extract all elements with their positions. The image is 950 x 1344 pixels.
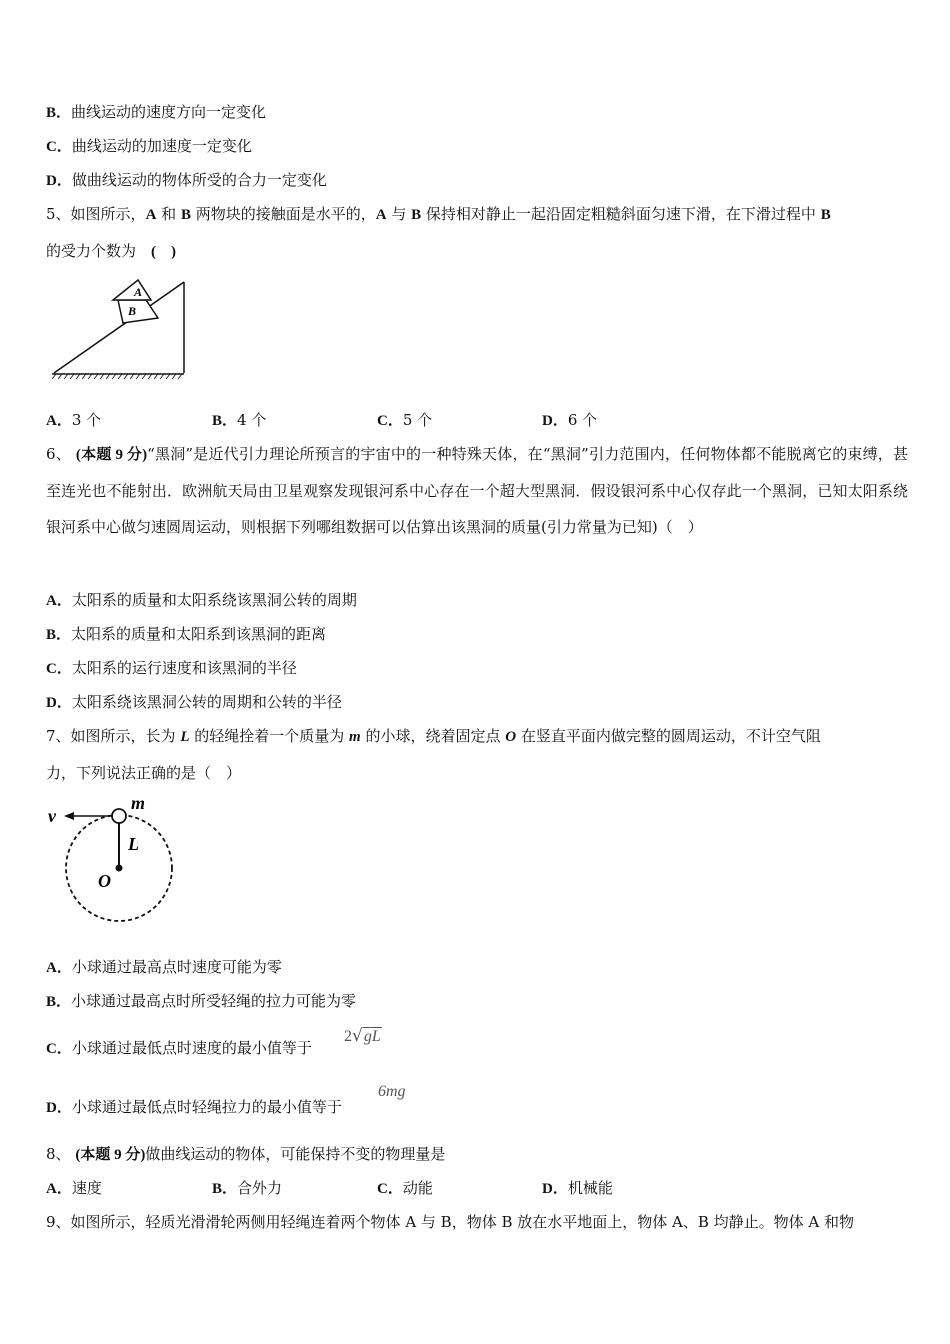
velocity-arrowhead <box>64 812 74 820</box>
q8-option-c[interactable]: C．动能 <box>377 1179 433 1197</box>
q5-option-c[interactable]: C．5 个 <box>377 411 433 429</box>
label-o: O <box>98 871 111 891</box>
q7-circle-figure <box>44 792 184 928</box>
q4-option-d: D．做曲线运动的物体所受的合力一定变化 <box>46 171 327 189</box>
q5-option-b[interactable]: B．4 个 <box>212 411 267 429</box>
label-b: B <box>128 304 137 318</box>
q6-option-c[interactable]: C．太阳系的运行速度和该黑洞的半径 <box>46 659 297 677</box>
block-a <box>113 280 151 300</box>
q8-stem: 8、 (本题 9 分)做曲线运动的物体，可能保持不变的物理量是 <box>46 1145 446 1163</box>
block-b <box>118 300 158 323</box>
label-l: L <box>128 834 139 854</box>
formula-2-sqrt-gl: 2√gL <box>344 1026 381 1046</box>
q4-option-c: C．曲线运动的加速度一定变化 <box>46 137 252 155</box>
label-v: v <box>48 806 56 826</box>
q7-option-c[interactable]: C．小球通过最低点时速度的最小值等于 <box>46 1039 312 1057</box>
q6-option-d[interactable]: D．太阳系绕该黑洞公转的周期和公转的半径 <box>46 693 342 711</box>
q7-stem: 7、如图所示，长为 L 的轻绳拴着一个质量为 m 的小球，绕着固定点 O 在竖直平面内做完整的圆周运动，不计空气阻 力，下列说法正确的是（ ） <box>46 727 821 782</box>
q7-option-d[interactable]: D．小球通过最低点时轻绳拉力的最小值等于 <box>46 1098 342 1116</box>
formula-6mg: 6mg <box>378 1083 406 1100</box>
q5-option-a[interactable]: A．3 个 <box>46 411 102 429</box>
ball <box>112 809 126 823</box>
q6-option-b[interactable]: B．太阳系的质量和太阳系到该黑洞的距离 <box>46 625 327 643</box>
q8-option-a[interactable]: A．速度 <box>46 1179 102 1197</box>
q5-option-d[interactable]: D．6 个 <box>542 411 598 429</box>
pivot-o <box>116 865 123 872</box>
q5-stem: 5、如图所示，A 和 B 两物块的接触面是水平的，A 与 B 保持相对静止一起沿固定粗糙斜面匀速下滑，在下滑过程中 B 的受力个数为 ( ) <box>46 205 831 260</box>
q7-option-a[interactable]: A．小球通过最高点时速度可能为零 <box>46 958 282 976</box>
q8-option-d[interactable]: D．机械能 <box>542 1179 613 1197</box>
sqrt-symbol: √ <box>352 1026 363 1046</box>
q8-option-b[interactable]: B．合外力 <box>212 1179 283 1197</box>
q6-option-a[interactable]: A．太阳系的质量和太阳系绕该黑洞公转的周期 <box>46 591 357 609</box>
label-a: A <box>134 285 143 299</box>
q6-stem: 6、 (本题 9 分)“黑洞”是近代引力理论所预言的宇宙中的一种特殊天体，在“黑洞”引力范围内，任何物体都不能脱离它的束缚，甚至连光也不能射出．欧洲航天局由卫星观察发现银河系中心存在一个超大型黑洞．假设银河系中心仅存此一个黑洞，已知太阳系绕银河系中心做匀速圆周运动，则根据下列哪组数据可以估算出该黑洞的质量(引力常量为已知)（ ） <box>46 445 908 536</box>
q5-incline-figure <box>50 272 190 382</box>
label-m: m <box>131 793 146 813</box>
q7-option-b[interactable]: B．小球通过最高点时所受轻绳的拉力可能为零 <box>46 992 357 1010</box>
q9-stem: 9、如图所示，轻质光滑滑轮两侧用轻绳连着两个物体 A 与 B，物体 B 放在水平地面上，物体 A、B 均静止。物体 A 和物 <box>46 1213 855 1231</box>
q4-option-b: B．曲线运动的速度方向一定变化 <box>46 103 267 121</box>
